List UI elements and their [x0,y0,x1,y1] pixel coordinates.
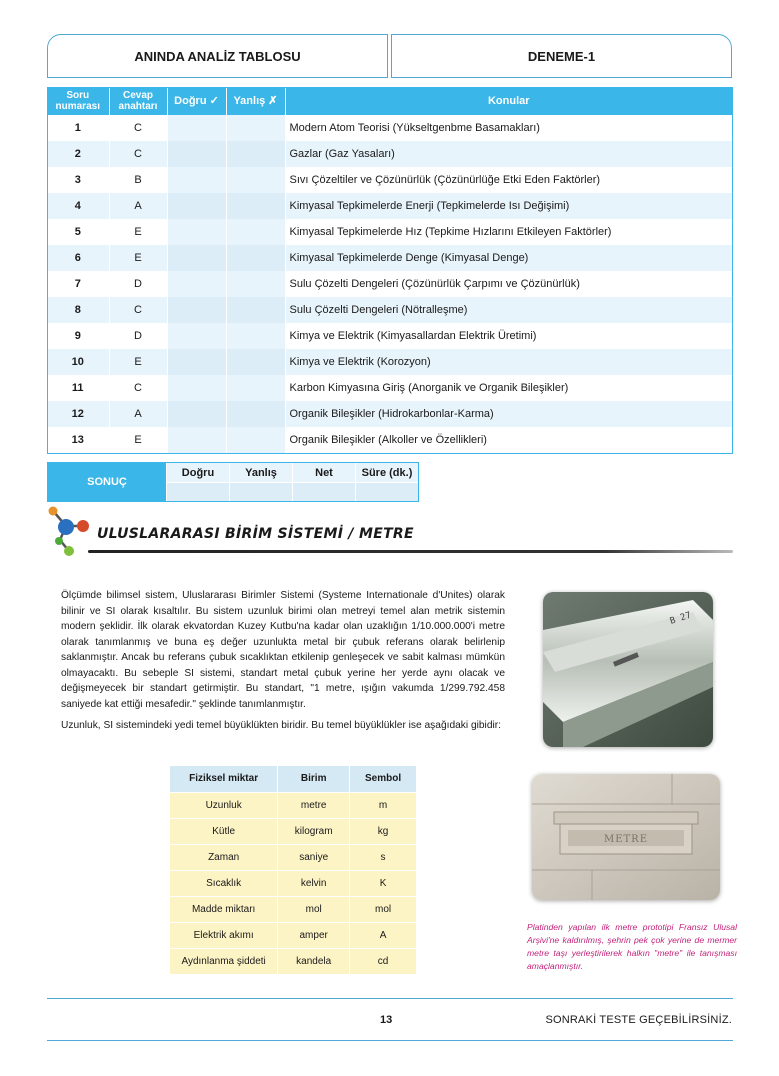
wrong-checkbox-cell[interactable] [226,401,285,427]
table-row [47,219,733,245]
analysis-table-title: ANINDA ANALİZ TABLOSU [47,34,388,78]
topic-label: Kimyasal Tepkimelerde Hız (Tepkime Hızlarını Etkileyen Faktörler) [285,219,733,245]
si-symbol: s [350,844,417,870]
footer-bottom-line [47,1040,733,1041]
correct-checkbox-cell[interactable] [167,323,226,349]
si-quantity: Madde miktarı [170,896,278,922]
correct-checkbox-cell[interactable] [167,427,226,453]
table-row [170,922,417,948]
answer-key: A [109,401,167,427]
si-symbol: K [350,870,417,896]
si-unit: kilogram [278,818,350,844]
answer-key: D [109,271,167,297]
result-label: SONUÇ [48,463,166,501]
answer-key: E [109,349,167,375]
si-col-symbol: Sembol [350,766,417,792]
si-symbol: cd [350,948,417,974]
correct-checkbox-cell[interactable] [167,271,226,297]
table-row [47,141,733,167]
table-row [47,401,733,427]
footer-top-line [47,998,733,999]
question-number: 8 [47,297,109,323]
question-number: 2 [47,141,109,167]
answer-key: C [109,141,167,167]
question-number: 6 [47,245,109,271]
question-number: 11 [47,375,109,401]
si-unit: metre [278,792,350,818]
result-net-header: Net [293,463,355,483]
si-col-unit: Birim [278,766,350,792]
topic-label: Organik Bileşikler (Alkoller ve Özellikleri) [285,427,733,453]
plaque-engraving: METRE [603,834,649,845]
wrong-checkbox-cell[interactable] [226,167,285,193]
wrong-checkbox-cell[interactable] [226,427,285,453]
col-answer-key: Cevap anahtarı [109,87,167,115]
table-row [47,245,733,271]
si-unit: saniye [278,844,350,870]
si-symbol: m [350,792,417,818]
table-row [47,349,733,375]
wrong-checkbox-cell[interactable] [226,141,285,167]
si-quantity: Kütle [170,818,278,844]
analysis-table [47,87,733,453]
question-number: 1 [47,115,109,141]
result-correct-header: Doğru [167,463,229,483]
wrong-checkbox-cell[interactable] [226,271,285,297]
si-quantity: Elektrik akımı [170,922,278,948]
next-test-text: SONRAKİ TESTE GEÇEBİLİRSİNİZ. [545,1014,732,1026]
wrong-checkbox-cell[interactable] [226,193,285,219]
topic-label: Kimya ve Elektrik (Kimyasallardan Elektrik Üretimi) [285,323,733,349]
si-col-quantity: Fiziksel miktar [170,766,278,792]
si-unit: mol [278,896,350,922]
topic-label: Karbon Kimyasına Giriş (Anorganik ve Organik Bileşikler) [285,375,733,401]
question-number: 4 [47,193,109,219]
question-number: 5 [47,219,109,245]
table-row [47,193,733,219]
topic-label: Organik Bileşikler (Hidrokarbonlar-Karma) [285,401,733,427]
correct-checkbox-cell[interactable] [167,375,226,401]
si-quantity: Uzunluk [170,792,278,818]
col-question-number: Soru numarası [47,87,109,115]
table-row [170,870,417,896]
result-wrong-field[interactable] [230,483,292,501]
correct-checkbox-cell[interactable] [167,193,226,219]
correct-checkbox-cell[interactable] [167,219,226,245]
bar-engraving: B 27 [668,610,693,627]
si-symbol: kg [350,818,417,844]
question-number: 9 [47,323,109,349]
col-wrong: Yanlış ✗ [226,87,285,115]
answer-key: B [109,167,167,193]
metre-bar-photo [543,592,713,747]
si-quantity: Aydınlanma şiddeti [170,948,278,974]
table-row [47,297,733,323]
correct-checkbox-cell[interactable] [167,401,226,427]
metre-stone-photo [532,774,720,900]
wrong-checkbox-cell[interactable] [226,297,285,323]
topic-label: Kimyasal Tepkimelerde Denge (Kimyasal Denge) [285,245,733,271]
result-net-field[interactable] [293,483,355,501]
si-units-table [170,766,417,974]
si-unit: amper [278,922,350,948]
topic-label: Sıvı Çözeltiler ve Çözünürlük (Çözünürlüğe Etki Eden Faktörler) [285,167,733,193]
col-topics: Konular [285,87,733,115]
intro-paragraph: Ölçümde bilimsel sistem, Uluslararası Birimler Sistemi (Systeme Internationale d'Unites) olarak bilinir ve SI olarak kısaltılır. Bu sistem uzunluk birimi olan metreyi temel alan metrik sistemin modern şeklidir. İlk olarak ekvatordan Kuzey Kutbu'na kadar olan uzaklığın 1/10.000.000'i metre olarak tanımlanmış ve buna eş değer uzunlukta metal bir çubuk referans olarak belirlenip saklanmıştır. Ancak bu referans çubuk sıcaklıktan etkilenip genleşecek ve sabit kalması mümkün olmayacaktı. Bu sebeple SI sistemi, standart metal çubuk yerine her yerde aynı olacak ve değişmeyecek bir standart getirmiştir. Bu standart, "1 metre, ışığın vakumda 1/299.792.458 saniyede kat ettiği mesafedir." şeklinde tanımlanmıştır. [61,590,505,710]
table-row [170,818,417,844]
topic-label: Gazlar (Gaz Yasaları) [285,141,733,167]
correct-checkbox-cell[interactable] [167,297,226,323]
wrong-checkbox-cell[interactable] [226,219,285,245]
correct-checkbox-cell[interactable] [167,141,226,167]
col-correct: Doğru ✓ [167,87,226,115]
question-number: 7 [47,271,109,297]
si-unit: kelvin [278,870,350,896]
question-number: 12 [47,401,109,427]
wrong-checkbox-cell[interactable] [226,115,285,141]
table-row [47,323,733,349]
result-wrong-header: Yanlış [230,463,292,483]
table-row [47,375,733,401]
result-time-header: Süre (dk.) [356,463,418,483]
table-row [170,792,417,818]
wrong-checkbox-cell[interactable] [226,349,285,375]
topic-label: Modern Atom Teorisi (Yükseltgenbme Basamakları) [285,115,733,141]
correct-checkbox-cell[interactable] [167,245,226,271]
answer-key: D [109,323,167,349]
result-box [47,462,419,502]
analysis-table-header [47,87,733,115]
topic-label: Kimya ve Elektrik (Korozyon) [285,349,733,375]
wrong-checkbox-cell[interactable] [226,323,285,349]
answer-key: E [109,219,167,245]
wrong-checkbox-cell[interactable] [226,375,285,401]
result-time-field[interactable] [356,483,418,501]
si-quantity: Zaman [170,844,278,870]
exam-title: DENEME-1 [391,34,732,78]
photo-caption: Platinden yapılan ilk metre prototipi Fransız Ulusal Arşivi'ne kaldırılmış, şehrin pek çok yerine de mermer metre taşı yerleştirilerek halkın "metre" ile tanışması amaçlanmıştır. [527,922,737,971]
answer-key: E [109,427,167,453]
topic-label: Sulu Çözelti Dengeleri (Çözünürlük Çarpımı ve Çözünürlük) [285,271,733,297]
si-quantity: Sıcaklık [170,870,278,896]
question-number: 3 [47,167,109,193]
correct-checkbox-cell[interactable] [167,167,226,193]
table-row [170,896,417,922]
table-row [47,115,733,141]
molecule-icon [46,506,92,558]
table-row [170,844,417,870]
si-symbol: A [350,922,417,948]
answer-key: C [109,297,167,323]
correct-checkbox-cell[interactable] [167,349,226,375]
topic-label: Sulu Çözelti Dengeleri (Nötralleşme) [285,297,733,323]
answer-key: A [109,193,167,219]
table-row [170,948,417,974]
wrong-checkbox-cell[interactable] [226,245,285,271]
topic-label: Kimyasal Tepkimelerde Enerji (Tepkimelerde Isı Değişimi) [285,193,733,219]
page-number: 13 [380,1014,393,1026]
question-number: 13 [47,427,109,453]
section-underline [88,550,733,553]
answer-key: C [109,115,167,141]
answer-key: C [109,375,167,401]
table-row [47,427,733,453]
correct-checkbox-cell[interactable] [167,115,226,141]
section-title: ULUSLARARASI BİRİM SİSTEMİ / METRE [97,526,414,542]
result-correct-field[interactable] [167,483,229,501]
table-row [47,167,733,193]
table-row [47,271,733,297]
quantities-paragraph: Uzunluk, SI sistemindeki yedi temel büyüklükten biridir. Bu temel büyüklükler ise aşağıdaki gibidir: [61,720,501,731]
question-number: 10 [47,349,109,375]
answer-key: E [109,245,167,271]
si-symbol: mol [350,896,417,922]
si-unit: kandela [278,948,350,974]
